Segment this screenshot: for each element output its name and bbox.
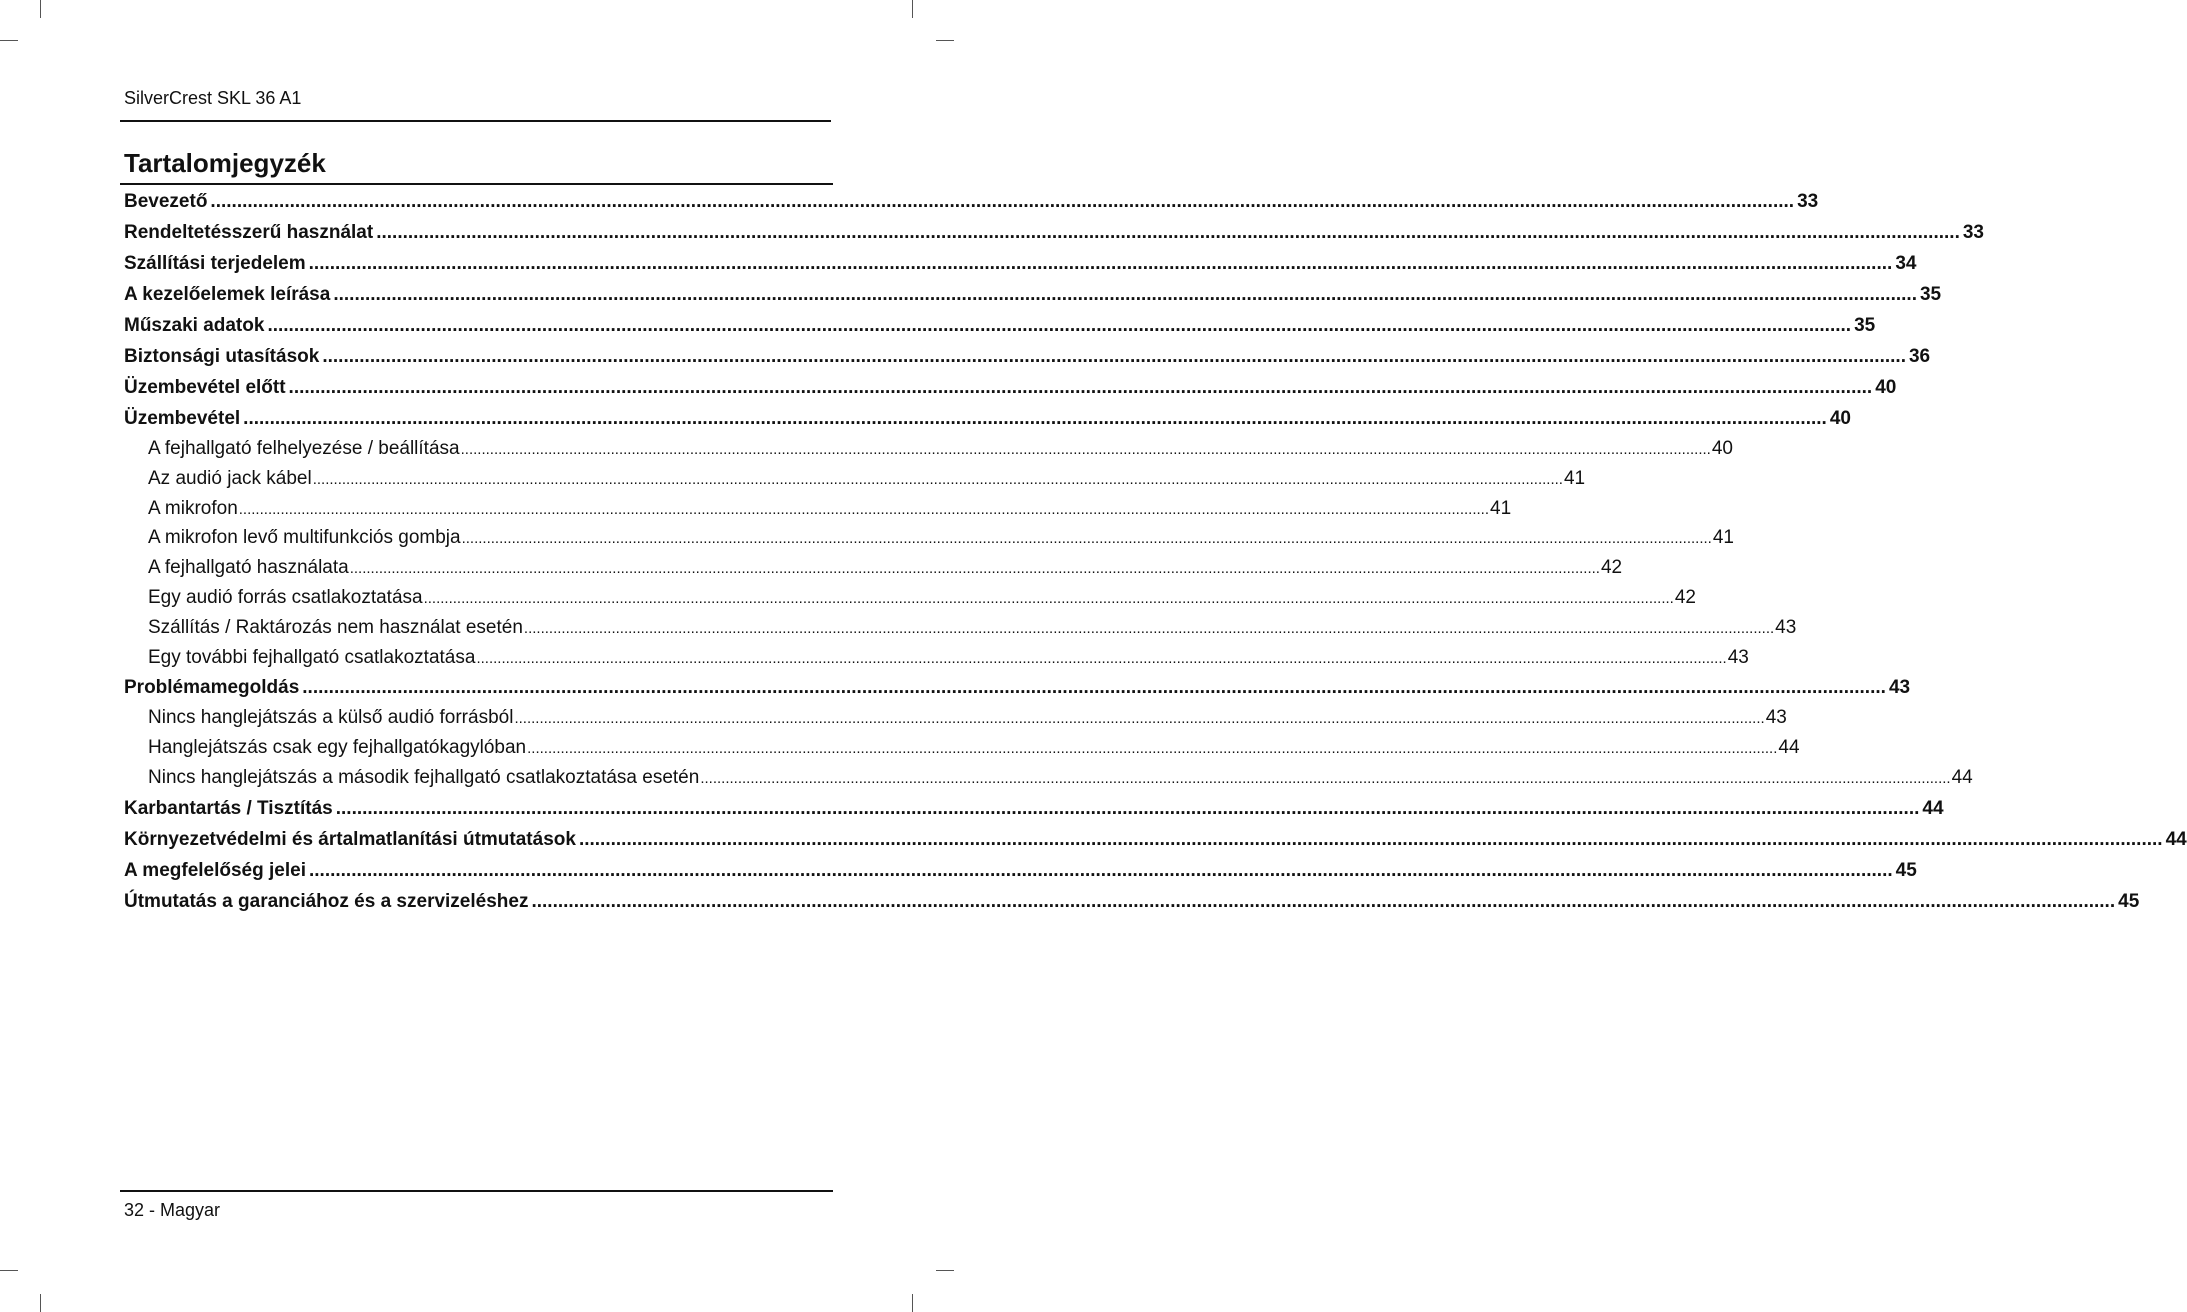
toc-page-number: 34 [1895, 253, 1917, 274]
toc-subentry[interactable] [124, 583, 1696, 613]
toc-subentry[interactable] [124, 703, 1787, 733]
toc-leader-dots: ............................................................................................................................................................................................................................................................................................................ [267, 315, 1852, 336]
toc-leader-dots: ............................................................................................................................................................................................................................................................................................................ [461, 530, 1712, 548]
toc-leader-dots: ............................................................................................................................................................................................................................................................................................................ [335, 797, 1920, 819]
crop-mark [936, 1270, 954, 1271]
toc-leader-dots: ............................................................................................................................................................................................................................................................................................................ [578, 828, 2163, 850]
toc-leader-dots: ............................................................................................................................................................................................................................................................................................................ [243, 408, 1827, 429]
toc-page-number: 41 [1563, 467, 1586, 489]
toc-entry-label: A megfelelőség jelei [124, 859, 306, 881]
toc-page-number: 41 [1490, 497, 1512, 519]
toc-page-number: 43 [1727, 646, 1749, 668]
toc-page-number: 45 [1895, 859, 1917, 881]
footer-divider [120, 1190, 833, 1192]
toc-entry-label: Egy további fejhallgató csatlakoztatása [148, 646, 476, 668]
toc-entry[interactable] [124, 886, 2140, 917]
toc-page-number: 43 [1888, 677, 1911, 699]
toc-entry[interactable] [124, 403, 1851, 434]
toc-page-number: 44 [2165, 828, 2187, 850]
toc-subentry[interactable] [124, 643, 1749, 673]
crop-mark [40, 0, 41, 18]
toc-leader-dots: ............................................................................................................................................................................................................................................................................................................ [322, 346, 1906, 367]
toc-entry-label: Biztonsági utasítások [124, 346, 320, 367]
toc-page-number: 40 [1875, 377, 1897, 398]
crop-mark [912, 0, 913, 18]
toc-subentry[interactable] [124, 733, 1800, 763]
toc-entry[interactable] [124, 310, 1876, 341]
toc-page-number: 43 [1775, 616, 1797, 638]
toc-leader-dots: ............................................................................................................................................................................................................................................................................................................ [210, 191, 1795, 212]
page-title: Tartalomjegyzék [124, 148, 326, 178]
toc-entry[interactable] [124, 279, 1942, 310]
toc-page-number: 44 [1778, 737, 1800, 759]
toc-entry[interactable] [124, 372, 1897, 403]
toc-entry-label: Útmutatás a garanciához és a szervizeléshez [124, 890, 529, 912]
toc-subentry[interactable] [124, 553, 1623, 583]
toc-leader-dots: ............................................................................................................................................................................................................................................................................................................ [288, 377, 1873, 398]
toc-entry-label: Bevezető [124, 191, 208, 212]
toc-entry[interactable] [124, 672, 1911, 703]
toc-entry-label: Egy audió forrás csatlakoztatása [148, 586, 423, 608]
toc-entry-label: Nincs hanglejátszás a külső audió forrásból [148, 707, 514, 729]
toc-entry[interactable] [124, 248, 1917, 279]
toc-entry-label: Üzembevétel [124, 408, 241, 429]
toc-page-number: 44 [1922, 797, 1944, 819]
toc-entry-label: Környezetvédelmi és ártalmatlanítási útmutatások [124, 828, 576, 850]
toc-entry-label: A mikrofon [148, 497, 238, 519]
title-divider [120, 183, 833, 185]
crop-mark [936, 40, 954, 41]
toc-entry[interactable] [124, 855, 1917, 886]
toc-page-number: 45 [2118, 890, 2140, 912]
toc-page-number: 36 [1908, 346, 1931, 367]
toc-subentry[interactable] [124, 523, 1734, 553]
toc-leader-dots: ............................................................................................................................................................................................................................................................................................................ [423, 589, 1674, 607]
toc-entry[interactable] [124, 793, 1944, 824]
toc-leader-dots: ............................................................................................................................................................................................................................................................................................................ [308, 859, 1893, 881]
toc-leader-dots: ............................................................................................................................................................................................................................................................................................................ [302, 677, 1886, 699]
toc-entry-label: Karbantartás / Tisztítás [124, 797, 333, 819]
toc-leader-dots: ............................................................................................................................................................................................................................................................................................................ [514, 710, 1765, 728]
toc-leader-dots: ............................................................................................................................................................................................................................................................................................................ [523, 619, 1775, 637]
toc-entry[interactable] [124, 217, 1984, 248]
toc-entry-label: A kezelőelemek leírása [124, 284, 331, 305]
toc-subentry[interactable] [124, 763, 1973, 793]
toc-page-number: 42 [1674, 586, 1696, 608]
toc-page-number: 35 [1919, 284, 1942, 305]
crop-mark [0, 40, 18, 41]
toc-subentry[interactable] [124, 464, 1586, 494]
toc-page-number: 43 [1765, 707, 1787, 729]
table-of-contents [124, 186, 2187, 917]
toc-leader-dots: ............................................................................................................................................................................................................................................................................................................ [349, 560, 1600, 578]
toc-entry-label: Problémamegoldás [124, 677, 300, 699]
header-divider [120, 120, 831, 122]
page-footer: 32 - Magyar [124, 1200, 221, 1220]
crop-mark [912, 1294, 913, 1312]
toc-entry-label: Műszaki adatok [124, 315, 265, 336]
page-header: SilverCrest SKL 36 A1 [124, 88, 302, 108]
toc-subentry[interactable] [124, 434, 1733, 464]
toc-entry[interactable] [124, 824, 2187, 855]
toc-entry-label: Rendeltetésszerű használat [124, 222, 374, 243]
toc-page-number: 40 [1711, 438, 1733, 459]
toc-entry-label: Hanglejátszás csak egy fejhallgatókagylóban [148, 737, 527, 759]
toc-leader-dots: ............................................................................................................................................................................................................................................................................................................ [476, 649, 1727, 667]
toc-leader-dots: ............................................................................................................................................................................................................................................................................................................ [527, 740, 1778, 758]
toc-subentry[interactable] [124, 494, 1512, 524]
toc-leader-dots: ............................................................................................................................................................................................................................................................................................................ [531, 890, 2116, 912]
toc-page-number: 40 [1829, 408, 1851, 429]
toc-leader-dots: ............................................................................................................................................................................................................................................................................................................ [333, 284, 1917, 305]
toc-entry-label: Nincs hanglejátszás a második fejhallgató csatlakoztatása esetén [148, 766, 700, 788]
toc-entry[interactable] [124, 186, 1819, 217]
toc-page-number: 41 [1712, 527, 1734, 549]
toc-page-number: 35 [1854, 315, 1876, 336]
crop-mark [0, 1270, 18, 1271]
toc-entry-label: Szállítási terjedelem [124, 253, 306, 274]
toc-entry-label: Az audió jack kábel [148, 467, 312, 489]
toc-leader-dots: ............................................................................................................................................................................................................................................................................................................ [308, 253, 1893, 274]
toc-entry-label: Szállítás / Raktározás nem használat esetén [148, 616, 523, 638]
toc-leader-dots: ............................................................................................................................................................................................................................................................................................................ [238, 500, 1490, 518]
toc-page-number: 44 [1951, 766, 1973, 788]
toc-page-number: 33 [1962, 222, 1984, 243]
toc-leader-dots: ............................................................................................................................................................................................................................................................................................................ [376, 222, 1960, 243]
toc-leader-dots: ............................................................................................................................................................................................................................................................................................................ [460, 441, 1711, 458]
toc-entry-label: Üzembevétel előtt [124, 377, 286, 398]
toc-leader-dots: ............................................................................................................................................................................................................................................................................................................ [700, 769, 1951, 787]
toc-leader-dots: ............................................................................................................................................................................................................................................................................................................ [312, 470, 1563, 488]
toc-entry-label: A mikrofon levő multifunkciós gombja [148, 527, 461, 549]
toc-page-number: 42 [1600, 557, 1623, 579]
toc-entry-label: A fejhallgató használata [148, 557, 349, 579]
toc-subentry[interactable] [124, 613, 1797, 643]
crop-mark [40, 1294, 41, 1312]
toc-page-number: 33 [1797, 191, 1819, 212]
toc-entry[interactable] [124, 341, 1931, 372]
toc-entry-label: A fejhallgató felhelyezése / beállítása [148, 438, 460, 459]
